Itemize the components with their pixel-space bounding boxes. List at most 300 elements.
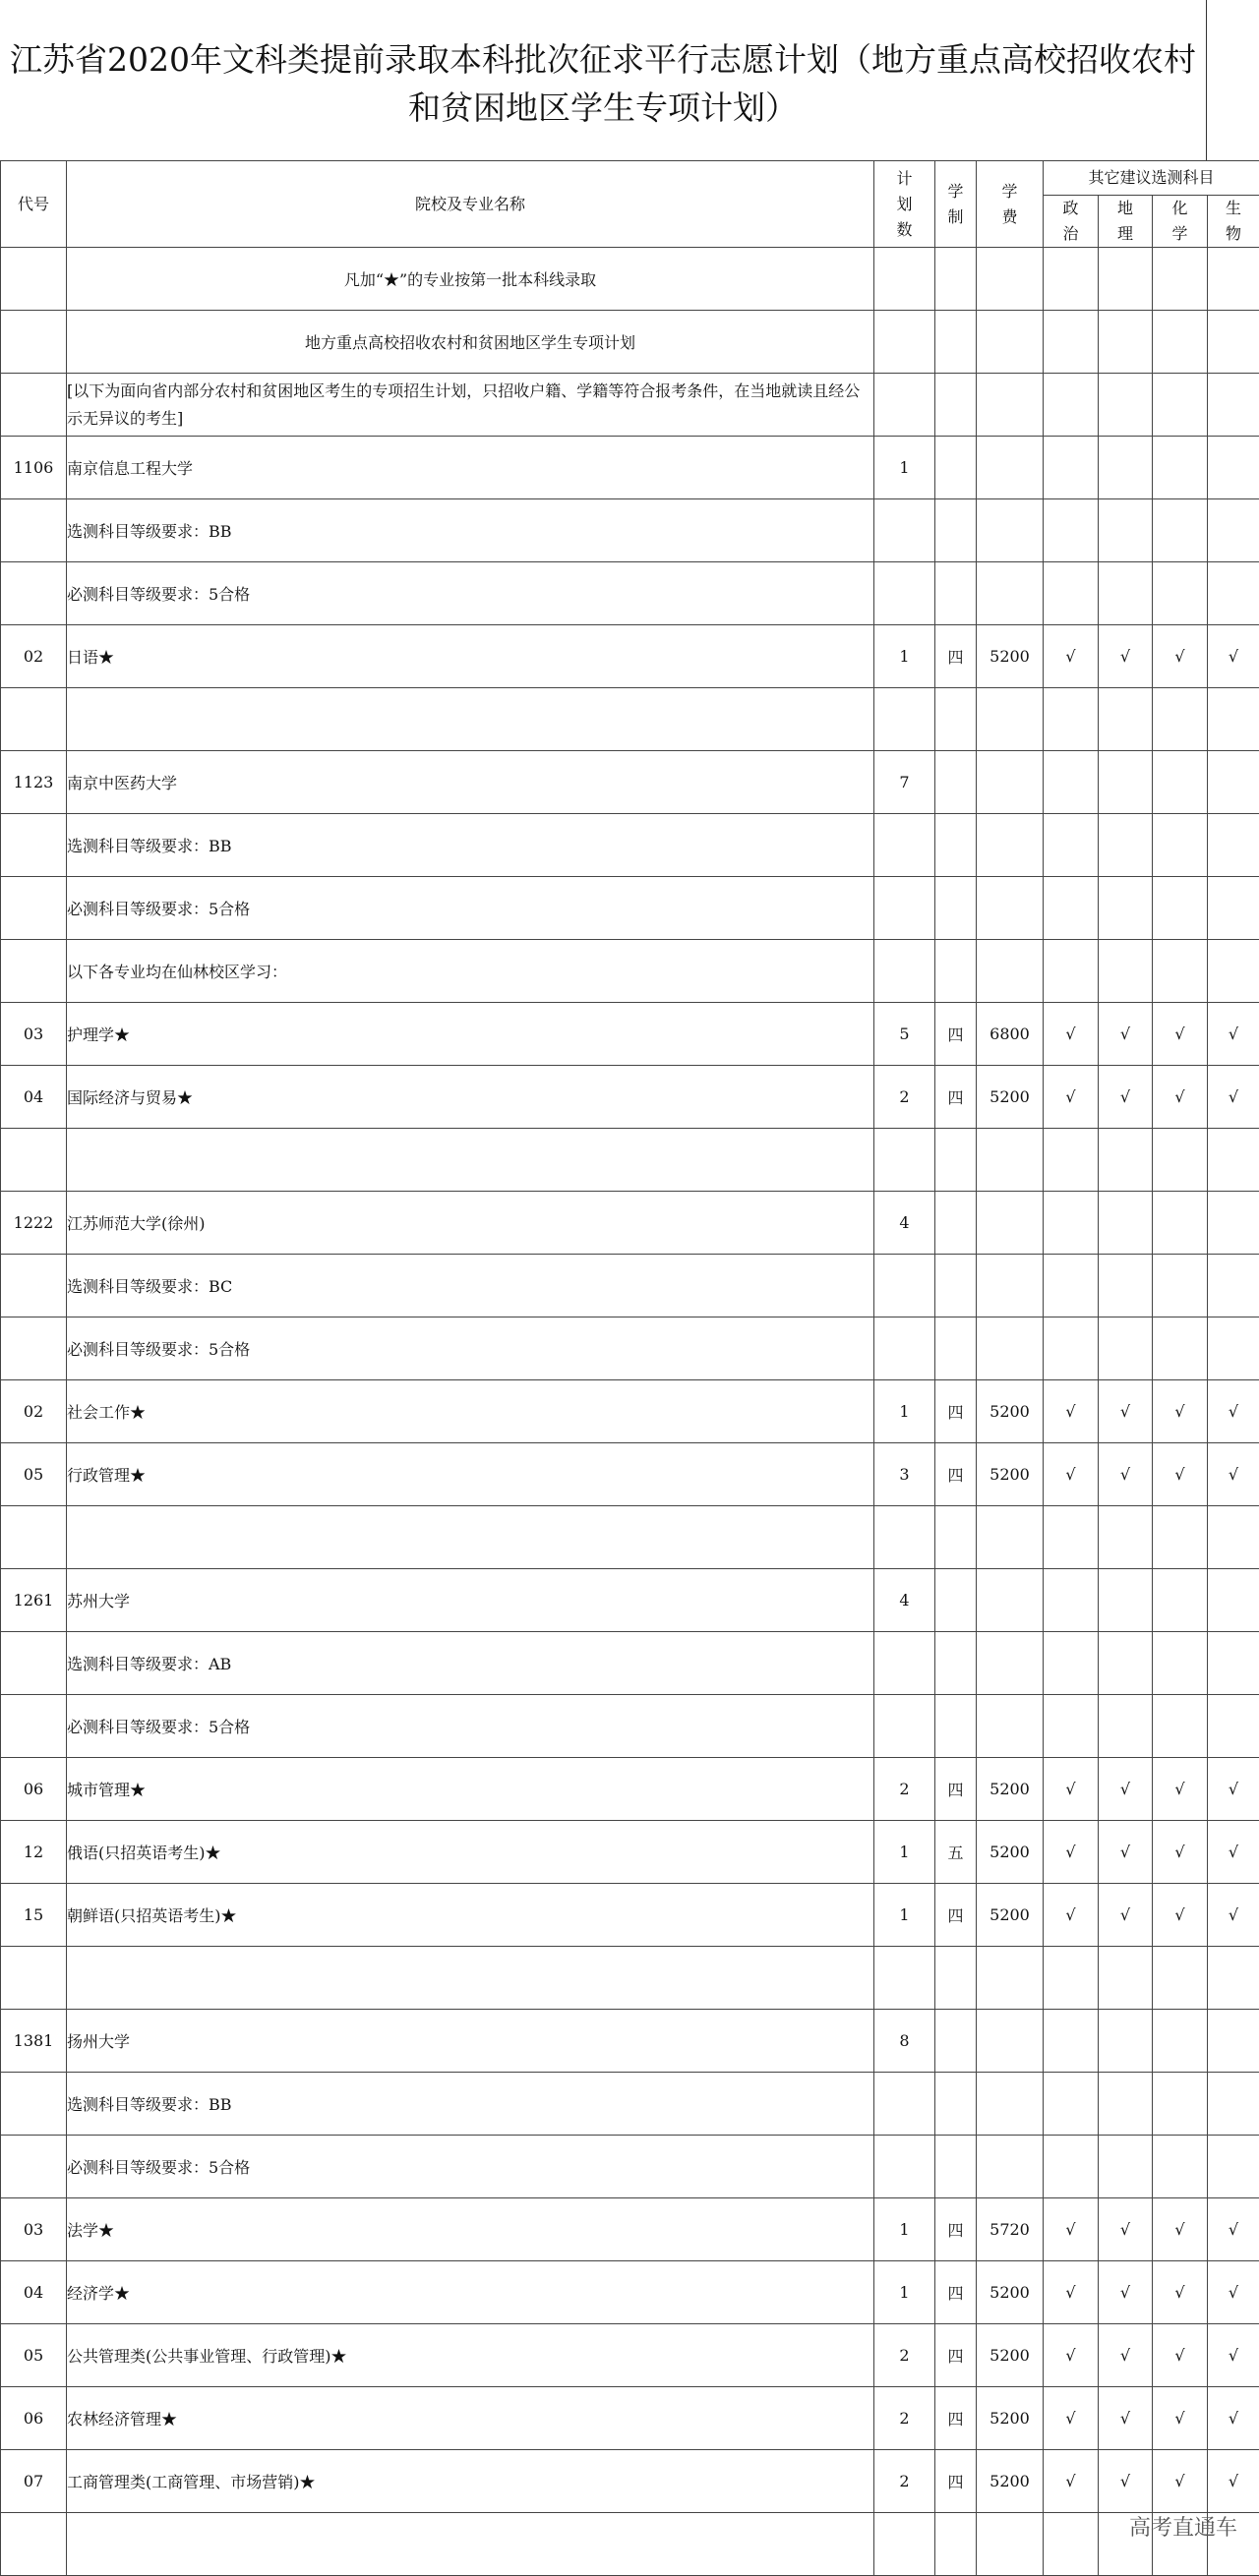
geography-check-cell [1099, 2136, 1153, 2198]
politics-check-cell: √ [1044, 1066, 1099, 1129]
politics-check-cell [1044, 814, 1099, 877]
geography-check-cell [1099, 1255, 1153, 1317]
duration-cell: 四 [935, 625, 977, 688]
politics-check-cell [1044, 1947, 1099, 2010]
politics-check-cell: √ [1044, 1758, 1099, 1821]
table-row [1, 1003, 1259, 1066]
code-cell [1, 1947, 67, 2010]
duration-cell [935, 1317, 977, 1380]
table-row [1, 1632, 1259, 1695]
biology-check-cell [1208, 688, 1259, 751]
code-cell: 15 [1, 1884, 67, 1947]
chemistry-check-cell: √ [1153, 2387, 1208, 2450]
plan-cell: 1 [874, 1380, 935, 1443]
biology-check-cell [1208, 1192, 1259, 1255]
name-cell: 江苏师范大学(徐州) [67, 1192, 874, 1255]
politics-check-cell: √ [1044, 2261, 1099, 2324]
geography-check-cell [1099, 1192, 1153, 1255]
chemistry-check-cell: √ [1153, 625, 1208, 688]
code-cell: 03 [1, 1003, 67, 1066]
biology-check-cell: √ [1208, 2450, 1259, 2513]
code-cell: 02 [1, 625, 67, 688]
biology-check-cell: √ [1208, 1003, 1259, 1066]
biology-check-cell [1208, 814, 1259, 877]
politics-check-cell [1044, 877, 1099, 940]
code-cell: 06 [1, 1758, 67, 1821]
duration-cell [935, 688, 977, 751]
geography-check-cell: √ [1099, 1884, 1153, 1947]
code-cell: 03 [1, 2198, 67, 2261]
watermark: 高考直通车 [1129, 2511, 1237, 2542]
chemistry-check-cell [1153, 1569, 1208, 1632]
plan-cell: 4 [874, 1192, 935, 1255]
fee-cell: 5200 [977, 1884, 1044, 1947]
politics-check-cell: √ [1044, 1884, 1099, 1947]
chemistry-check-cell: √ [1153, 1003, 1208, 1066]
table-row [1, 1380, 1259, 1443]
biology-check-cell: √ [1208, 1758, 1259, 1821]
code-cell [1, 1506, 67, 1569]
name-cell: 选测科目等级要求：BB [67, 2073, 874, 2136]
chemistry-check-cell: √ [1153, 1380, 1208, 1443]
table-row [1, 1317, 1259, 1380]
politics-check-cell [1044, 1255, 1099, 1317]
biology-check-cell [1208, 751, 1259, 814]
politics-check-cell: √ [1044, 1821, 1099, 1884]
chemistry-check-cell [1153, 2073, 1208, 2136]
duration-cell [935, 814, 977, 877]
geography-check-cell [1099, 562, 1153, 625]
fee-cell [977, 877, 1044, 940]
code-cell [1, 940, 67, 1003]
politics-check-cell: √ [1044, 2387, 1099, 2450]
fee-cell [977, 2136, 1044, 2198]
chemistry-check-cell: √ [1153, 1066, 1208, 1129]
biology-check-cell: √ [1208, 625, 1259, 688]
plan-cell: 1 [874, 625, 935, 688]
table-row [1, 688, 1259, 751]
plan-cell: 1 [874, 1821, 935, 1884]
table-row [1, 1569, 1259, 1632]
duration-cell: 四 [935, 2387, 977, 2450]
empty-cell [1, 311, 67, 374]
chemistry-check-cell [1153, 1255, 1208, 1317]
table-row [1, 1821, 1259, 1884]
code-cell [1, 1695, 67, 1758]
geography-check-cell: √ [1099, 2198, 1153, 2261]
fee-cell [977, 1192, 1044, 1255]
name-cell: 城市管理★ [67, 1758, 874, 1821]
header-fee [977, 161, 1044, 248]
notice-row [1, 374, 1259, 437]
empty-cell [874, 311, 935, 374]
geography-check-cell: √ [1099, 625, 1153, 688]
biology-check-cell [1208, 562, 1259, 625]
biology-check-cell [1208, 499, 1259, 562]
name-cell: 工商管理类(工商管理、市场营销)★ [67, 2450, 874, 2513]
plan-cell [874, 2136, 935, 2198]
empty-cell [1, 248, 67, 311]
duration-cell: 四 [935, 1443, 977, 1506]
table-row [1, 437, 1259, 499]
geography-check-cell [1099, 814, 1153, 877]
duration-cell [935, 877, 977, 940]
biology-check-cell: √ [1208, 2261, 1259, 2324]
fee-cell [977, 688, 1044, 751]
plan-cell: 1 [874, 437, 935, 499]
duration-cell [935, 1569, 977, 1632]
geography-check-cell: √ [1099, 1758, 1153, 1821]
header-fee-text: 学费 [998, 179, 1022, 230]
table-row [1, 2073, 1259, 2136]
empty-cell [874, 374, 935, 437]
code-cell: 12 [1, 1821, 67, 1884]
duration-cell [935, 2073, 977, 2136]
code-cell [1, 2136, 67, 2198]
geography-check-cell: √ [1099, 1066, 1153, 1129]
chemistry-check-cell [1153, 1947, 1208, 2010]
fee-cell [977, 1129, 1044, 1192]
duration-cell: 四 [935, 2324, 977, 2387]
table-row [1, 2324, 1259, 2387]
duration-cell: 四 [935, 1380, 977, 1443]
name-cell: 农林经济管理★ [67, 2387, 874, 2450]
plan-cell [874, 814, 935, 877]
duration-cell [935, 437, 977, 499]
empty-cell [1153, 374, 1208, 437]
name-cell: 南京信息工程大学 [67, 437, 874, 499]
empty-cell [874, 248, 935, 311]
biology-check-cell: √ [1208, 2387, 1259, 2450]
code-cell: 05 [1, 2324, 67, 2387]
name-cell: 法学★ [67, 2198, 874, 2261]
duration-cell [935, 562, 977, 625]
plan-cell: 4 [874, 1569, 935, 1632]
table-row [1, 2387, 1259, 2450]
plan-cell: 2 [874, 2324, 935, 2387]
table-row [1, 2450, 1259, 2513]
biology-check-cell: √ [1208, 1380, 1259, 1443]
fee-cell [977, 751, 1044, 814]
name-cell: 选测科目等级要求：BB [67, 814, 874, 877]
geography-check-cell [1099, 499, 1153, 562]
plan-cell [874, 877, 935, 940]
name-cell: 必测科目等级要求：5合格 [67, 562, 874, 625]
duration-cell: 四 [935, 1758, 977, 1821]
notice-eligibility: [以下为面向省内部分农村和贫困地区考生的专项招生计划，只招收户籍、学籍等符合报考条件，在当地就读且经公示无异议的考生] [67, 374, 874, 437]
chemistry-check-cell [1153, 1192, 1208, 1255]
chemistry-check-cell [1153, 814, 1208, 877]
duration-cell: 四 [935, 1003, 977, 1066]
code-cell: 04 [1, 2261, 67, 2324]
plan-cell: 5 [874, 1003, 935, 1066]
chemistry-check-cell: √ [1153, 1884, 1208, 1947]
fee-cell [977, 499, 1044, 562]
duration-cell [935, 751, 977, 814]
code-cell: 1222 [1, 1192, 67, 1255]
politics-check-cell [1044, 1506, 1099, 1569]
header-other-subjects: 其它建议选测科目 [1044, 161, 1259, 196]
chemistry-check-cell [1153, 1632, 1208, 1695]
politics-check-cell [1044, 1632, 1099, 1695]
name-cell: 选测科目等级要求：AB [67, 1632, 874, 1695]
biology-check-cell: √ [1208, 2324, 1259, 2387]
chemistry-check-cell [1153, 1129, 1208, 1192]
chemistry-check-cell: √ [1153, 1758, 1208, 1821]
table-row [1, 625, 1259, 688]
geography-check-cell [1099, 877, 1153, 940]
name-cell: 南京中医药大学 [67, 751, 874, 814]
politics-check-cell: √ [1044, 625, 1099, 688]
chemistry-check-cell [1153, 751, 1208, 814]
plan-cell: 1 [874, 2198, 935, 2261]
header-code: 代号 [1, 161, 67, 248]
chemistry-check-cell [1153, 2136, 1208, 2198]
notice-row [1, 248, 1259, 311]
name-cell: 苏州大学 [67, 1569, 874, 1632]
plan-cell: 8 [874, 2010, 935, 2073]
geography-check-cell: √ [1099, 1003, 1153, 1066]
table-row [1, 1884, 1259, 1947]
empty-cell [935, 374, 977, 437]
code-cell [1, 1317, 67, 1380]
geography-check-cell [1099, 1129, 1153, 1192]
fee-cell [977, 1569, 1044, 1632]
chemistry-check-cell [1153, 2010, 1208, 2073]
biology-check-cell: √ [1208, 1884, 1259, 1947]
name-cell [67, 688, 874, 751]
plan-cell [874, 1506, 935, 1569]
fee-cell [977, 1632, 1044, 1695]
empty-cell [1208, 311, 1259, 374]
fee-cell: 5200 [977, 2324, 1044, 2387]
name-cell: 必测科目等级要求：5合格 [67, 2136, 874, 2198]
code-cell [1, 499, 67, 562]
name-cell: 选测科目等级要求：BB [67, 499, 874, 562]
plan-table [0, 160, 1259, 2576]
geography-check-cell: √ [1099, 1380, 1153, 1443]
chemistry-check-cell: √ [1153, 2198, 1208, 2261]
table-row [1, 940, 1259, 1003]
code-cell: 02 [1, 1380, 67, 1443]
empty-cell [1044, 248, 1099, 311]
politics-check-cell: √ [1044, 1443, 1099, 1506]
geography-check-cell [1099, 1506, 1153, 1569]
biology-check-cell [1208, 437, 1259, 499]
biology-check-cell [1208, 1947, 1259, 2010]
fee-cell: 5200 [977, 2450, 1044, 2513]
empty-cell [935, 311, 977, 374]
title-extra-cell [1206, 0, 1259, 161]
biology-check-cell [1208, 1506, 1259, 1569]
politics-check-cell [1044, 499, 1099, 562]
table-row [1, 1255, 1259, 1317]
code-cell: 07 [1, 2450, 67, 2513]
geography-check-cell [1099, 1695, 1153, 1758]
table-row [1, 1129, 1259, 1192]
politics-check-cell [1044, 1695, 1099, 1758]
name-cell: 朝鲜语(只招英语考生)★ [67, 1884, 874, 1947]
plan-cell [874, 1129, 935, 1192]
code-cell [1, 2073, 67, 2136]
politics-check-cell [1044, 1317, 1099, 1380]
geography-check-cell [1099, 1317, 1153, 1380]
name-cell: 必测科目等级要求：5合格 [67, 1317, 874, 1380]
header-subject-politics [1044, 196, 1099, 248]
chemistry-check-cell: √ [1153, 2324, 1208, 2387]
biology-check-cell [1208, 1255, 1259, 1317]
biology-check-cell [1208, 1632, 1259, 1695]
name-cell: 以下各专业均在仙林校区学习： [67, 940, 874, 1003]
chemistry-check-cell [1153, 877, 1208, 940]
geography-check-cell [1099, 1632, 1153, 1695]
chemistry-check-cell: √ [1153, 1443, 1208, 1506]
name-cell: 国际经济与贸易★ [67, 1066, 874, 1129]
table-row [1, 1947, 1259, 2010]
plan-cell [874, 688, 935, 751]
politics-check-cell [1044, 2010, 1099, 2073]
duration-cell [935, 499, 977, 562]
geography-check-cell [1099, 940, 1153, 1003]
table-row [1, 2198, 1259, 2261]
name-cell: 行政管理★ [67, 1443, 874, 1506]
fee-cell: 5200 [977, 1443, 1044, 1506]
politics-check-cell [1044, 2513, 1099, 2576]
politics-check-cell: √ [1044, 2324, 1099, 2387]
geography-check-cell [1099, 751, 1153, 814]
biology-check-cell [1208, 2010, 1259, 2073]
table-row [1, 499, 1259, 562]
code-cell: 05 [1, 1443, 67, 1506]
duration-cell [935, 1632, 977, 1695]
page-title: 江苏省2020年文科类提前录取本科批次征求平行志愿计划（地方重点高校招收农村和贫困地区学生专项计划） [0, 35, 1206, 132]
name-cell [67, 1506, 874, 1569]
politics-check-cell [1044, 1192, 1099, 1255]
empty-cell [1044, 374, 1099, 437]
code-cell [1, 688, 67, 751]
table-row [1, 2261, 1259, 2324]
fee-cell: 5200 [977, 1066, 1044, 1129]
plan-cell [874, 562, 935, 625]
code-cell [1, 1129, 67, 1192]
plan-cell [874, 1947, 935, 2010]
biology-check-cell: √ [1208, 2198, 1259, 2261]
header-name: 院校及专业名称 [67, 161, 874, 248]
title-cell [0, 0, 1207, 161]
table-row [1, 877, 1259, 940]
chemistry-check-cell: √ [1153, 2261, 1208, 2324]
header-plan-text: 计划数 [893, 166, 917, 243]
fee-cell [977, 1947, 1044, 2010]
name-cell: 经济学★ [67, 2261, 874, 2324]
plan-cell [874, 1632, 935, 1695]
politics-check-cell [1044, 940, 1099, 1003]
politics-check-cell: √ [1044, 1380, 1099, 1443]
empty-cell [977, 374, 1044, 437]
chemistry-check-cell [1153, 1317, 1208, 1380]
plan-cell [874, 2513, 935, 2576]
politics-check-cell: √ [1044, 1003, 1099, 1066]
name-cell: 护理学★ [67, 1003, 874, 1066]
plan-cell [874, 2073, 935, 2136]
table-row [1, 1506, 1259, 1569]
plan-cell: 2 [874, 2387, 935, 2450]
empty-cell [1099, 311, 1153, 374]
geography-check-cell [1099, 1947, 1153, 2010]
duration-cell [935, 2010, 977, 2073]
header-subject-biology [1208, 196, 1259, 248]
fee-cell: 5200 [977, 2261, 1044, 2324]
table-row [1, 1192, 1259, 1255]
code-cell [1, 1255, 67, 1317]
name-cell: 必测科目等级要求：5合格 [67, 877, 874, 940]
chemistry-check-cell: √ [1153, 2450, 1208, 2513]
biology-check-cell [1208, 877, 1259, 940]
empty-cell [935, 248, 977, 311]
biology-check-cell: √ [1208, 1821, 1259, 1884]
geography-check-cell: √ [1099, 2261, 1153, 2324]
header-duration-text: 学制 [944, 179, 968, 230]
duration-cell [935, 1695, 977, 1758]
empty-cell [1099, 374, 1153, 437]
name-cell: 扬州大学 [67, 2010, 874, 2073]
fee-cell: 5200 [977, 1821, 1044, 1884]
duration-cell: 四 [935, 1066, 977, 1129]
plan-cell [874, 499, 935, 562]
table-row [1, 2513, 1259, 2576]
empty-cell [1044, 311, 1099, 374]
plan-cell [874, 1255, 935, 1317]
biology-check-cell [1208, 940, 1259, 1003]
plan-cell: 7 [874, 751, 935, 814]
biology-check-cell [1208, 1129, 1259, 1192]
plan-cell: 3 [874, 1443, 935, 1506]
code-cell: 06 [1, 2387, 67, 2450]
duration-cell: 四 [935, 2261, 977, 2324]
table-row [1, 814, 1259, 877]
politics-check-cell: √ [1044, 2198, 1099, 2261]
empty-cell [1208, 374, 1259, 437]
plan-cell [874, 940, 935, 1003]
biology-check-cell [1208, 1317, 1259, 1380]
code-cell [1, 2513, 67, 2576]
header-subject-chemistry [1153, 196, 1208, 248]
fee-cell [977, 2513, 1044, 2576]
fee-cell: 5720 [977, 2198, 1044, 2261]
geography-check-cell: √ [1099, 1443, 1153, 1506]
plan-cell: 2 [874, 1758, 935, 1821]
name-cell: 日语★ [67, 625, 874, 688]
duration-cell [935, 1129, 977, 1192]
duration-cell [935, 1255, 977, 1317]
biology-check-cell [1208, 2136, 1259, 2198]
duration-cell [935, 2513, 977, 2576]
duration-cell [935, 1947, 977, 2010]
politics-check-cell [1044, 688, 1099, 751]
empty-cell [977, 311, 1044, 374]
geography-check-cell [1099, 437, 1153, 499]
duration-cell [935, 1506, 977, 1569]
header-subject-geography [1099, 196, 1153, 248]
chemistry-check-cell: √ [1153, 1821, 1208, 1884]
empty-cell [1153, 311, 1208, 374]
table-row [1, 1695, 1259, 1758]
chemistry-check-cell [1153, 499, 1208, 562]
name-cell [67, 1129, 874, 1192]
biology-check-cell [1208, 1569, 1259, 1632]
name-cell [67, 2513, 874, 2576]
geography-check-cell [1099, 1569, 1153, 1632]
